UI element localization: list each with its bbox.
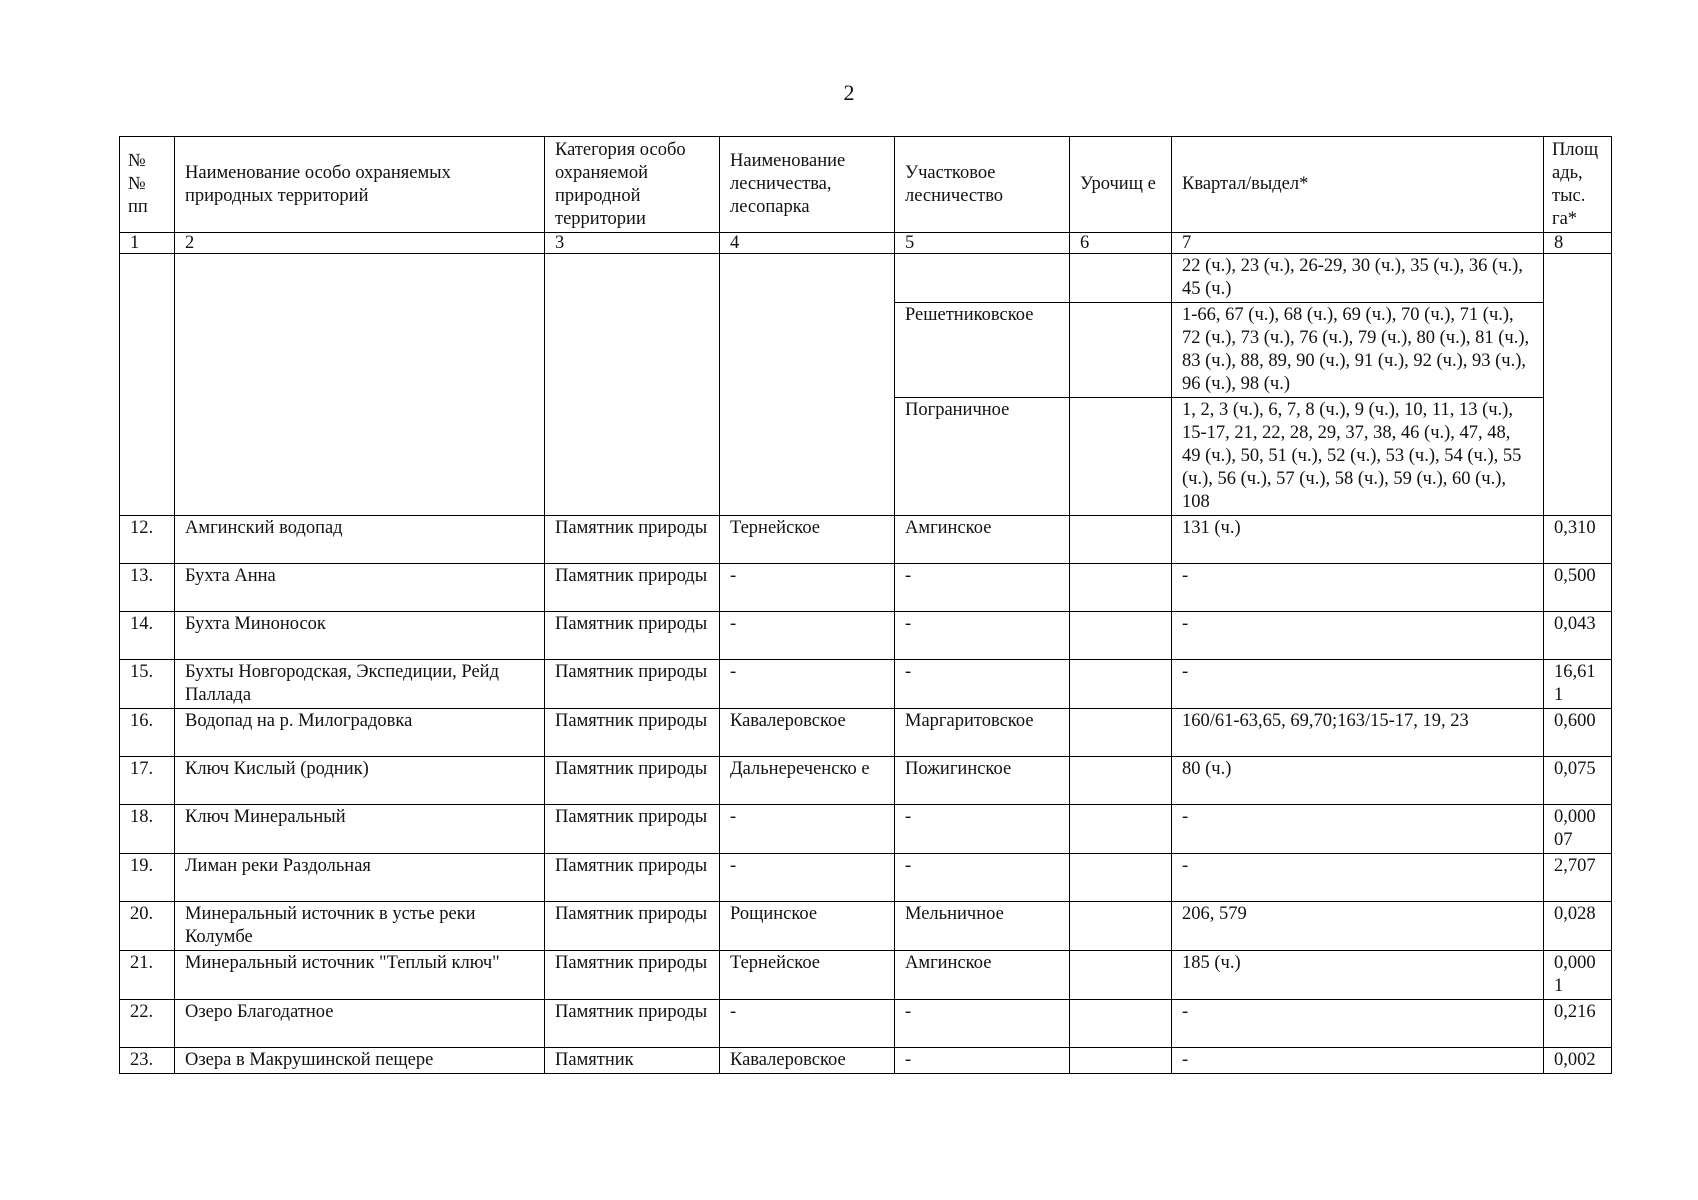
cell-district-forestry: - [895,805,1070,854]
cell-name: Бухта Миноносок [175,612,545,660]
cell-name: Лиман реки Раздольная [175,854,545,902]
cell-area: 0,043 [1544,612,1612,660]
cell-tract [1070,854,1172,902]
table-row [120,1048,1612,1074]
cell-quarter: - [1172,1000,1544,1048]
cell-area: 0,310 [1544,516,1612,564]
cell-tract [1070,951,1172,1000]
cell-name [175,254,545,516]
cell-area: 0,600 [1544,709,1612,757]
cell-number [120,254,175,516]
cell-category: Памятник природы [545,660,720,709]
column-index: 1 [120,233,175,254]
cell-category [545,254,720,516]
cell-quarter: 1, 2, 3 (ч.), 6, 7, 8 (ч.), 9 (ч.), 10, 11, 13 (ч.), 15-17, 21, 22, 28, 29, 37, 38, 46 (ч.), 47, 48, 49 (ч.), 50, 51 (ч.), 52 (ч.), 53 (ч.), 54 (ч.), 55 (ч.), 56 (ч.), 57 (ч.), 58 (ч.), 59 (ч.), 60 (ч.), 108 [1172,398,1544,516]
cell-category: Памятник природы [545,709,720,757]
cell-forestry: Рощинское [720,902,895,951]
column-index: 8 [1544,233,1612,254]
cell-forestry: Дальнереченско е [720,757,895,805]
cell-tract [1070,660,1172,709]
cell-tract [1070,805,1172,854]
table-row [120,516,1612,564]
table-row [120,660,1612,709]
cell-name: Минеральный источник "Теплый ключ" [175,951,545,1000]
cell-area: 0,002 [1544,1048,1612,1074]
cell-district-forestry: Пограничное [895,398,1070,516]
cell-forestry: Кавалеровское [720,709,895,757]
cell-area: 0,075 [1544,757,1612,805]
cell-quarter: - [1172,612,1544,660]
cell-quarter: - [1172,1048,1544,1074]
cell-forestry: - [720,854,895,902]
cell-quarter: 206, 579 [1172,902,1544,951]
table-header-row [120,137,1612,233]
cell-name: Амгинский водопад [175,516,545,564]
cell-district-forestry: Решетниковское [895,303,1070,398]
cell-area: 0,028 [1544,902,1612,951]
cell-name: Бухты Новгородская, Экспедиции, Рейд Паллада [175,660,545,709]
cell-district-forestry: Амгинское [895,516,1070,564]
table-row [120,612,1612,660]
cell-number: 23. [120,1048,175,1074]
cell-tract [1070,709,1172,757]
cell-tract [1070,1048,1172,1074]
cell-number: 19. [120,854,175,902]
cell-forestry: - [720,660,895,709]
cell-area: 2,707 [1544,854,1612,902]
cell-forestry: - [720,612,895,660]
cell-district-forestry: Амгинское [895,951,1070,1000]
cell-district-forestry: Мельничное [895,902,1070,951]
cell-district-forestry: - [895,612,1070,660]
header-number: № № пп [120,137,175,233]
cell-quarter: - [1172,854,1544,902]
cell-number: 22. [120,1000,175,1048]
cell-tract [1070,303,1172,398]
cell-district-forestry: - [895,1000,1070,1048]
cell-number: 13. [120,564,175,612]
table-row [120,564,1612,612]
cell-category: Памятник природы [545,564,720,612]
cell-number: 20. [120,902,175,951]
header-category: Категория особо охраняемой природной территории [545,137,720,233]
cell-category: Памятник природы [545,951,720,1000]
column-index: 5 [895,233,1070,254]
header-quarter: Квартал/выдел* [1172,137,1544,233]
cell-number: 12. [120,516,175,564]
table-row [120,902,1612,951]
cell-district-forestry: - [895,1048,1070,1074]
cell-quarter: 80 (ч.) [1172,757,1544,805]
cell-quarter: 185 (ч.) [1172,951,1544,1000]
cell-area: 0,216 [1544,1000,1612,1048]
table-row [120,757,1612,805]
table-row [120,854,1612,902]
cell-district-forestry: Пожигинское [895,757,1070,805]
cell-forestry: - [720,564,895,612]
cell-number: 17. [120,757,175,805]
continuation-row [120,254,1612,303]
column-index: 6 [1070,233,1172,254]
cell-quarter: 1-66, 67 (ч.), 68 (ч.), 69 (ч.), 70 (ч.), 71 (ч.), 72 (ч.), 73 (ч.), 76 (ч.), 79 (ч.), 80 (ч.), 81 (ч.), 83 (ч.), 88, 89, 90 (ч.), 91 (ч.), 92 (ч.), 93 (ч.), 96 (ч.), 98 (ч.) [1172,303,1544,398]
header-name: Наименование особо охраняемых природных территорий [175,137,545,233]
table-row [120,1000,1612,1048]
cell-name: Ключ Минеральный [175,805,545,854]
cell-district-forestry: - [895,660,1070,709]
cell-name: Ключ Кислый (родник) [175,757,545,805]
cell-tract [1070,516,1172,564]
cell-category: Памятник природы [545,1000,720,1048]
cell-forestry: Кавалеровское [720,1048,895,1074]
table-row [120,951,1612,1000]
cell-name: Озера в Макрушинской пещере [175,1048,545,1074]
cell-area: 16,61 1 [1544,660,1612,709]
cell-quarter: - [1172,564,1544,612]
cell-tract [1070,398,1172,516]
cell-name: Бухта Анна [175,564,545,612]
cell-number: 15. [120,660,175,709]
cell-district-forestry: - [895,564,1070,612]
cell-quarter: - [1172,805,1544,854]
cell-forestry: - [720,805,895,854]
cell-forestry: - [720,1000,895,1048]
cell-number: 14. [120,612,175,660]
column-index: 7 [1172,233,1544,254]
header-forestry: Наименование лесничества, лесопарка [720,137,895,233]
cell-name: Озеро Благодатное [175,1000,545,1048]
column-index: 2 [175,233,545,254]
cell-number: 16. [120,709,175,757]
cell-number: 21. [120,951,175,1000]
cell-category: Памятник природы [545,854,720,902]
page-number: 2 [843,80,855,105]
column-index-row [120,233,1612,254]
cell-tract [1070,254,1172,303]
cell-name: Минеральный источник в устье реки Колумбе [175,902,545,951]
cell-district-forestry [895,254,1070,303]
header-district-forestry: Участковое лесничество [895,137,1070,233]
protected-areas-table [119,136,1612,1074]
cell-number: 18. [120,805,175,854]
cell-tract [1070,564,1172,612]
cell-area [1544,254,1612,516]
table-row [120,805,1612,854]
cell-quarter: 22 (ч.), 23 (ч.), 26-29, 30 (ч.), 35 (ч.), 36 (ч.), 45 (ч.) [1172,254,1544,303]
cell-category: Памятник [545,1048,720,1074]
cell-district-forestry: Маргаритовское [895,709,1070,757]
cell-tract [1070,612,1172,660]
cell-forestry: Тернейское [720,516,895,564]
cell-district-forestry: - [895,854,1070,902]
cell-category: Памятник природы [545,805,720,854]
cell-tract [1070,1000,1172,1048]
cell-area: 0,000 1 [1544,951,1612,1000]
cell-category: Памятник природы [545,612,720,660]
cell-quarter: - [1172,660,1544,709]
column-index: 3 [545,233,720,254]
cell-quarter: 131 (ч.) [1172,516,1544,564]
cell-area: 0,000 07 [1544,805,1612,854]
cell-quarter: 160/61-63,65, 69,70;163/15-17, 19, 23 [1172,709,1544,757]
table-row [120,709,1612,757]
cell-tract [1070,757,1172,805]
header-tract: Урочищ е [1070,137,1172,233]
cell-tract [1070,902,1172,951]
cell-category: Памятник природы [545,902,720,951]
cell-category: Памятник природы [545,757,720,805]
cell-area: 0,500 [1544,564,1612,612]
cell-category: Памятник природы [545,516,720,564]
cell-forestry: Тернейское [720,951,895,1000]
cell-name: Водопад на р. Милоградовка [175,709,545,757]
cell-forestry [720,254,895,516]
column-index: 4 [720,233,895,254]
header-area: Площ адь, тыс. га* [1544,137,1612,233]
